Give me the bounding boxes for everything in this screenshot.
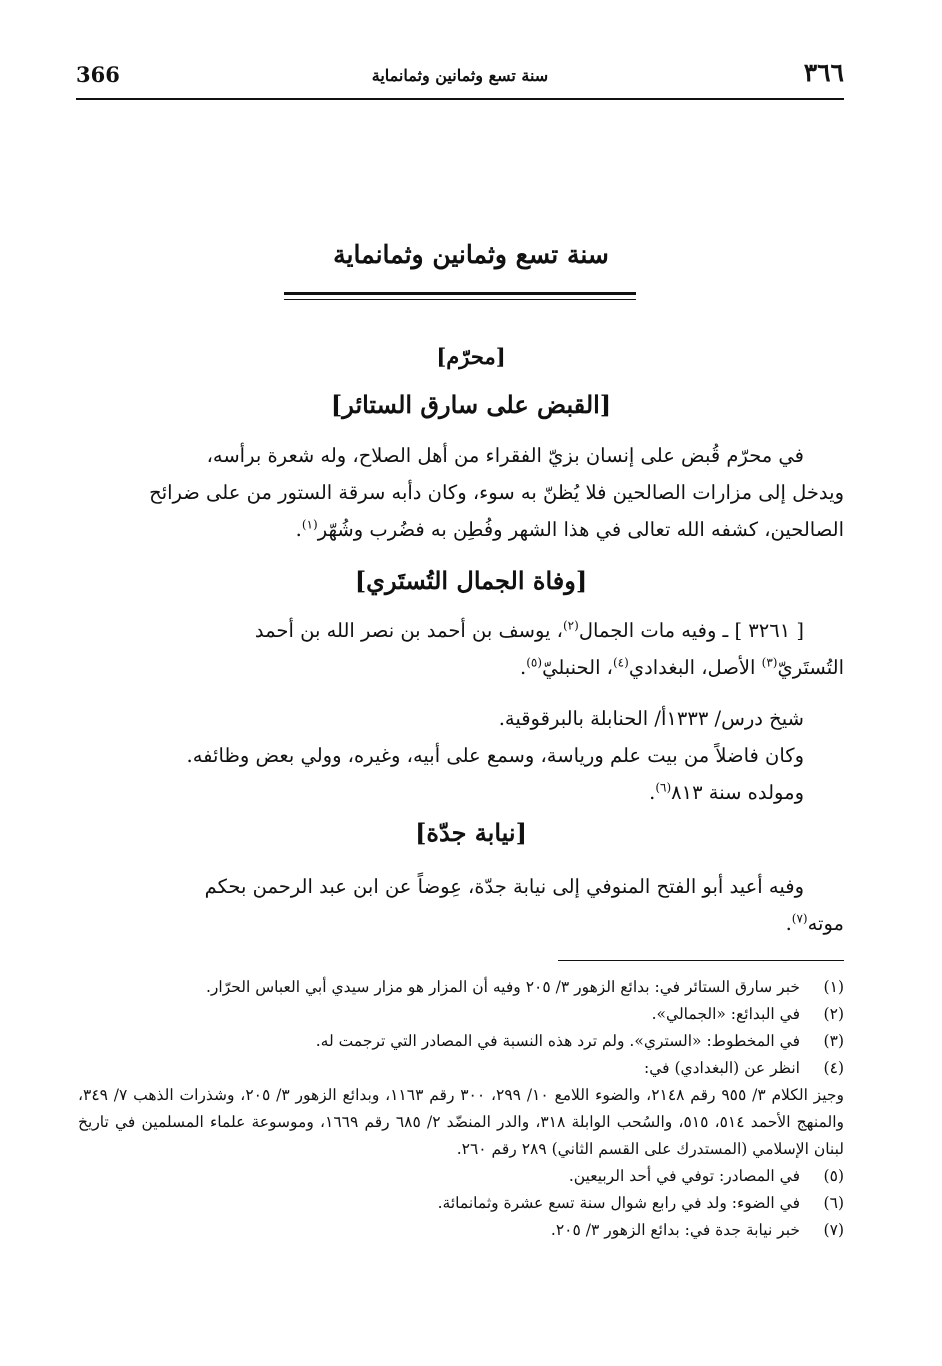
footnote: [78, 1028, 844, 1055]
text-span: .: [785, 912, 792, 935]
footnote-ref: (٥): [526, 655, 543, 670]
page-number-latin: 366: [76, 62, 120, 87]
footnote-text: في البدائع: «الجمالي».: [651, 1005, 800, 1023]
footnote-ref: (١): [301, 517, 318, 532]
footnote-text: خبر سارق الستائر في: بدائع الزهور ٣/ ٢٠٥ وفيه أن المزار هو مزار سيدي أبي العباس الحرّار.: [206, 978, 800, 996]
page-number-arabic: ٣٦٦: [803, 58, 844, 87]
footnote-ref: (٢): [562, 618, 579, 633]
footnote-number: (٤): [823, 1059, 844, 1077]
text-span: .: [520, 656, 527, 679]
footnote-text: في المصادر: توفي في أحد الربيعين.: [568, 1167, 800, 1185]
footnote-number: (٦): [823, 1194, 844, 1212]
text-span: موته: [807, 912, 844, 935]
footnote-ref: (٣): [761, 655, 778, 670]
footnote: [78, 974, 844, 1001]
section-heading-jeddah: [نيابة جدّة]: [415, 818, 527, 847]
footnote-number: (٧): [823, 1221, 844, 1239]
text-line: وكان فاضلاً من بيت علم ورياسة، وسمع على أبيه، وغيره، وولي بعض وظائفه.: [186, 744, 804, 767]
footnote-text: خبر نيابة جدة في: بدائع الزهور ٣/ ٢٠٥.: [550, 1221, 800, 1239]
footnotes: [78, 974, 844, 1244]
footnote-text: انظر عن (البغدادي) في:: [643, 1059, 800, 1077]
text-span: الصالحين، كشفه الله تعالى في هذا الشهر وفُطِن به فضُرب وشُهّر: [317, 518, 844, 541]
footnote: [78, 1190, 844, 1217]
text-span: الأصل، البغدادي: [628, 656, 762, 679]
text-span: ومولده سنة ٨١٣: [671, 781, 804, 804]
section-heading-theft: [القبض على سارق الستائر]: [330, 390, 612, 419]
biography-entry: [78, 612, 844, 686]
text-line: [78, 774, 844, 811]
title-rule-thick: [284, 292, 636, 295]
footnote-continuation: [78, 1082, 844, 1163]
text-line: ويدخل إلى مزارات الصالحين فلا يُظنّ به سوء، وكان دأبه سرقة الستور من على ضرائح: [149, 481, 844, 504]
footnote-number: (٥): [823, 1167, 844, 1185]
footnote-number: (٢): [823, 1005, 844, 1023]
biography-details: [78, 700, 844, 811]
footnote: [78, 1055, 844, 1082]
text-line: الصالحين، كشفه الله تعالى في هذا الشهر وفُطِن به فضُرب وشُهّر$^{(١)}$.: [295, 517, 844, 541]
section-heading-death: [وفاة الجمال التُستَري]: [354, 566, 588, 595]
text-line: [78, 612, 844, 649]
paragraph-jeddah: [78, 868, 844, 942]
text-line: [78, 649, 844, 686]
footnote: [78, 1217, 844, 1244]
footnote-number: (١): [823, 978, 844, 996]
text-line: شيخ درس/ ١٣٣٣أ/ الحنابلة بالبرقوقية.: [498, 707, 804, 730]
text-line: [78, 905, 844, 942]
footnote-ref: (٧): [791, 911, 808, 926]
footnote-ref: (٤): [612, 655, 629, 670]
text-line: في محرّم قُبض على إنسان بزيّ الفقراء من أهل الصلاح، وله شعرة برأسه،: [206, 444, 804, 467]
footnote: [78, 1001, 844, 1028]
entry-number-text: [ ٣٢٦١ ] ـ وفيه مات الجمال: [578, 619, 804, 642]
footnote-text: في الضوء: ولد في رابع شوال سنة تسع عشرة وثمانمائة.: [437, 1194, 800, 1212]
text-span: .: [649, 781, 656, 804]
footnote-text: في المخطوط: «الستري». ولم ترد هذه النسبة في المصادر التي ترجمت له.: [315, 1032, 800, 1050]
text-line: وفيه أعيد أبو الفتح المنوفي إلى نيابة جدّة، عِوضاً عن ابن عبد الرحمن بحكم: [204, 875, 804, 898]
running-header: [76, 58, 844, 100]
title-rule-thin: [284, 299, 636, 300]
text-span: التُستَريّ: [777, 656, 844, 679]
footnote-ref: (٦): [655, 780, 672, 795]
paragraph-theft: [78, 437, 844, 548]
footnote-text: وجيز الكلام ٣/ ٩٥٥ رقم ٢١٤٨، والضوء اللامع ١٠/ ٢٩٩، ٣٠٠ رقم ١١٦٣، وبدائع الزهور ٣/ ٢٠٥، وشذرات الذهب ٧/ ٣٤٩، والمنهج الأحمد ٥١٤، ٥١٥، والسُحب الوابلة ٣١٨، والدر المنضّد ٢/ ٦٨٥ رقم ١٦٦٩، وموسوعة علماء المسلمين في تاريخ لبنان الإسلامي (المستدرك على القسم الثاني) ٢٨٩ رقم ٢٦٠.: [78, 1086, 844, 1158]
chapter-title: سنة تسع وثمانين وثمانماية: [333, 240, 609, 269]
text-span: ، الحنبليّ: [542, 656, 613, 679]
footnote-separator: [558, 960, 844, 961]
text-span: ، يوسف بن أحمد بن نصر الله بن أحمد: [254, 619, 563, 642]
footnote: [78, 1163, 844, 1190]
month-heading: [محرّم]: [436, 344, 506, 369]
footnote-number: (٣): [823, 1032, 844, 1050]
running-title: سنة تسع وثمانين وثمانماية: [371, 66, 549, 85]
